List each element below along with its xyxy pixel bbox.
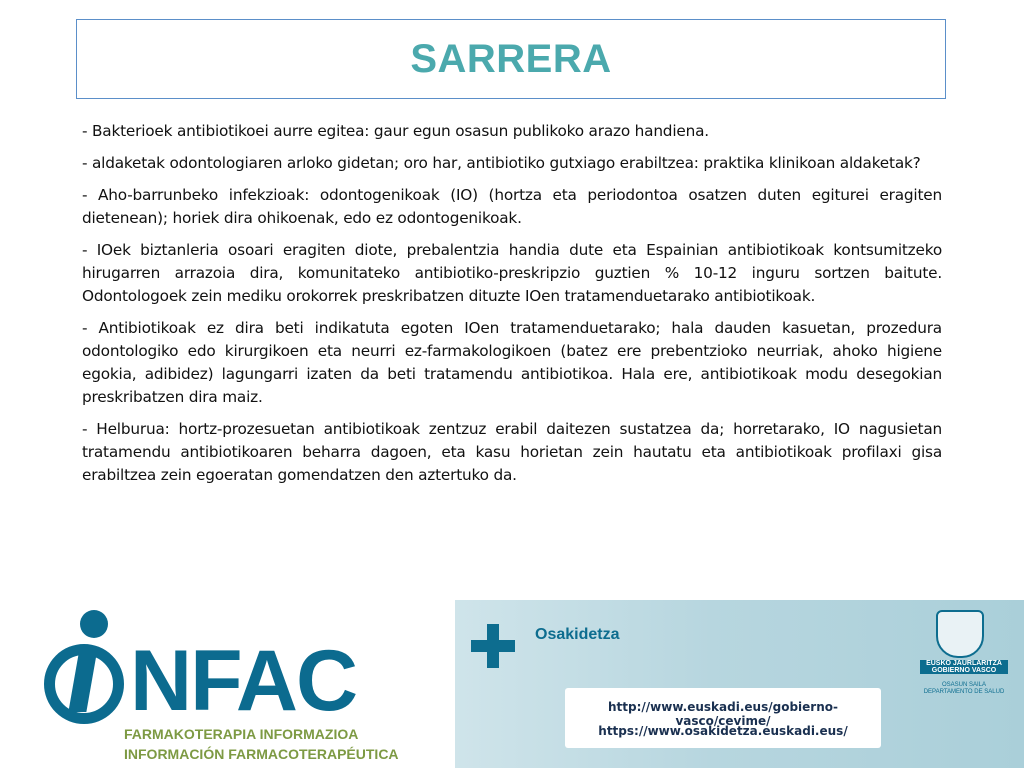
gobierno-vasco-label: EUSKO JAURLARITZA GOBIERNO VASCO — [920, 660, 1008, 674]
gobierno-vasco-crest-icon — [936, 610, 984, 658]
paragraph-1: - Bakterioek antibiotikoei aurre egitea: gaur egun osasun publikoko arazo handiena. — [82, 122, 709, 140]
paragraph-2: - aldaketak odontologiaren arloko gidetan; oro har, antibiotiko gutxiago erabiltzea: praktika klinikoan aldaketak? — [82, 154, 921, 172]
paragraph-3: - Aho-barrunbeko infekzioak: odontogenikoak (IO) (hortza eta periodontoa osatzen duten egiturei eragiten dietenean); horiek dira ohikoenak, edo ez odontogenikoak. — [82, 186, 942, 227]
gobierno-vasco-sublabel: OSASUN SAILA DEPARTAMENTO DE SALUD — [923, 682, 1005, 695]
footer — [0, 600, 1024, 768]
infac-wordmark: NFAC — [130, 633, 357, 729]
link-cevime[interactable]: http://www.euskadi.eus/gobierno-vasco/cevime/ — [608, 700, 838, 728]
paragraph-4: - IOek biztanleria osoari eragiten diote, prebalentzia handia dute eta Espainian antibiotikoak kontsumitzeko hirugarren arrazoia dira, komunitateko antibiotiko-preskripzio guztien % 10-12 inguru sortzen baitute. Odontologoek zein mediku orokorrek preskribatzen dituzte IOen tratamenduetarako antibiotikoak. — [82, 241, 942, 305]
paragraph-5: - Antibiotikoak ez dira beti indikatuta egoten IOen tratamenduetarako; hala dauden kasuetan, prozedura odontologiko edo kirurgikoen eta neurri ez-farmakologikoen (batez ere prebentzioko neurriak, ahoko higiene egokia, adibidez) lagungarri izaten da beti tratamendu antibiotikoa. Hala ere, antibiotikoak modu desegokian preskribatzen dira maiz. — [82, 319, 942, 406]
osakidetza-cross-icon — [471, 624, 515, 668]
link-osakidetza[interactable]: https://www.osakidetza.euskadi.eus/ — [598, 724, 848, 738]
slide-body — [82, 120, 942, 496]
url-box — [565, 688, 881, 748]
title-box — [76, 19, 946, 99]
osakidetza-name: Osakidetza — [535, 626, 620, 643]
slide-title: SARRERA — [410, 36, 612, 81]
paragraph-6: - Helburua: hortz-prozesuetan antibiotikoak zentzuz erabil daitezen sustatzea da; horretarako, IO nagusietan tratamendu antibiotikoaren beharra dagoen, eta kasu horietan zein hautatu eta antibiotikoak profilaxi gisa erabiltzea zein egoeratan gomendatzen den aztertuko da. — [82, 420, 942, 484]
infac-i-dot-icon — [80, 610, 108, 638]
infac-subtitle-es: INFORMACIÓN FARMACOTERAPÉUTICA — [124, 746, 399, 762]
footer-banner — [455, 600, 1024, 768]
infac-logo — [40, 610, 400, 760]
infac-subtitle-eu: FARMAKOTERAPIA INFORMAZIOA — [124, 726, 359, 742]
